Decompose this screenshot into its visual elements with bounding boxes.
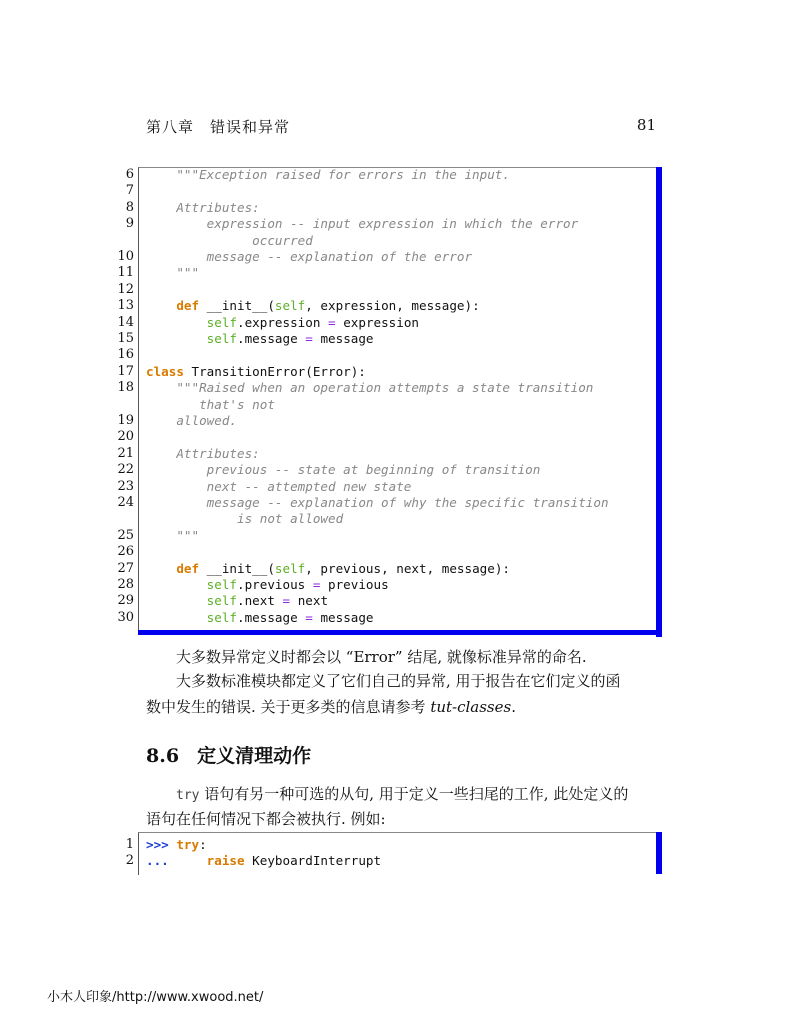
code-token xyxy=(146,249,207,264)
code-token: next -- attempted new state xyxy=(206,478,412,494)
code-block-error-classes xyxy=(118,167,664,637)
section-title: 定义清理动作 xyxy=(197,745,312,767)
paragraph-try-clause-cont xyxy=(146,806,386,832)
code-token: """Exception raised for errors in the input. xyxy=(176,167,510,182)
code-token: .message xyxy=(237,331,306,346)
code-token: .message xyxy=(237,609,306,625)
code-token: class xyxy=(146,363,184,379)
code-text xyxy=(146,446,260,462)
code-token xyxy=(146,265,176,280)
footer-watermark: 小木人印象/http://www.xwood.net/ xyxy=(47,990,264,1005)
code-token: message xyxy=(312,331,374,346)
code-token xyxy=(146,233,252,248)
paragraph-line: 数中发生的错误. 关于更多类的信息请参考 xyxy=(146,698,431,716)
code-token: """Raised when an operation attempts a state transition xyxy=(176,380,594,396)
code-token: message -- explanation of why the specific transition xyxy=(206,495,609,510)
code-frame-bottom-bar xyxy=(138,630,662,635)
line-number: 11 xyxy=(117,265,134,281)
code-token: raise xyxy=(206,853,245,869)
code-token xyxy=(146,610,207,625)
line-number: 17 xyxy=(117,363,134,379)
line-number: 30 xyxy=(117,609,134,625)
code-token xyxy=(146,298,176,313)
line-number: 8 xyxy=(125,199,134,215)
code-token xyxy=(146,200,176,215)
code-text xyxy=(146,249,472,265)
line-number: 18 xyxy=(117,380,134,396)
code-token: : xyxy=(199,837,207,852)
code-token xyxy=(146,413,176,428)
code-token: __init__( xyxy=(199,560,275,576)
code-token: """ xyxy=(176,527,200,543)
code-token xyxy=(146,446,176,461)
line-number: 19 xyxy=(117,413,134,428)
page-header xyxy=(146,116,656,138)
chapter-title: 第八章 错误和异常 xyxy=(146,118,291,136)
code-token: TransitionError(Error): xyxy=(183,363,366,379)
code-token: occurred xyxy=(252,232,313,248)
code-text xyxy=(146,331,374,347)
line-number: 20 xyxy=(117,429,134,445)
code-token: = xyxy=(305,609,313,625)
code-text xyxy=(146,561,510,577)
code-token: def xyxy=(176,560,200,576)
code-frame-right-bar xyxy=(656,832,662,874)
page-number: 81 xyxy=(636,116,656,134)
line-number: 28 xyxy=(117,577,134,592)
code-text xyxy=(146,528,199,544)
try-keyword: try xyxy=(176,788,200,803)
code-text xyxy=(146,364,366,380)
paragraph-line: 语句在任何情况下都会被执行. 例如: xyxy=(146,810,386,828)
code-token: try xyxy=(176,837,200,852)
code-text xyxy=(146,315,419,331)
line-number: 9 xyxy=(125,216,134,232)
code-token: .expression xyxy=(237,314,329,330)
code-text xyxy=(146,216,578,232)
code-token: Attributes: xyxy=(176,445,260,461)
code-token: Attributes: xyxy=(176,199,260,215)
code-token: self xyxy=(206,609,238,625)
code-token: self xyxy=(206,593,238,609)
line-number: 14 xyxy=(117,314,134,330)
line-number: 29 xyxy=(117,593,134,609)
code-text xyxy=(146,593,328,609)
line-number: 27 xyxy=(117,560,134,576)
code-token: expression -- input expression in which the error xyxy=(206,216,579,232)
code-text xyxy=(146,462,540,478)
code-token: previous xyxy=(320,577,389,592)
line-number: 13 xyxy=(117,298,134,314)
code-token: self xyxy=(206,331,238,346)
code-token xyxy=(146,397,199,412)
line-number: 21 xyxy=(117,445,134,461)
code-token: = xyxy=(305,331,313,346)
line-number: 2 xyxy=(125,853,134,869)
code-text xyxy=(146,413,237,429)
section-heading xyxy=(146,741,311,768)
code-block-try-example xyxy=(118,832,664,874)
section-number: 8.6 xyxy=(146,745,180,767)
code-token: KeyboardInterrupt xyxy=(244,853,382,869)
line-number: 1 xyxy=(125,837,134,852)
line-number: 6 xyxy=(125,167,134,182)
code-token xyxy=(146,528,176,543)
code-text xyxy=(146,265,199,281)
line-number: 7 xyxy=(125,183,134,199)
code-token: message xyxy=(312,609,374,625)
line-number: 10 xyxy=(117,249,134,264)
code-token: allowed. xyxy=(176,413,238,428)
paragraph-line: 语句有另一种可选的从句, 用于定义一些扫尾的工作, 此处定义的 xyxy=(199,785,629,803)
code-text xyxy=(146,853,381,869)
code-token: ... xyxy=(146,853,207,869)
code-token: that's not xyxy=(199,396,275,412)
code-token: = xyxy=(282,593,291,609)
code-text xyxy=(146,495,609,511)
paragraph-try-clause xyxy=(176,781,628,809)
line-number: 22 xyxy=(117,462,134,478)
line-number: 23 xyxy=(117,478,134,494)
line-number: 12 xyxy=(117,281,134,297)
code-token xyxy=(146,495,207,510)
paragraph-standard-modules-cont xyxy=(146,694,516,720)
code-token: >>> xyxy=(146,837,177,852)
code-token: next xyxy=(290,593,329,609)
line-number: 16 xyxy=(117,347,134,363)
code-text xyxy=(146,479,411,495)
code-text xyxy=(146,298,480,314)
code-token: = xyxy=(312,577,321,592)
code-token: __init__( xyxy=(199,298,275,314)
code-text xyxy=(146,167,510,183)
code-token xyxy=(146,511,237,526)
code-token: previous -- state at beginning of transition xyxy=(206,462,541,478)
code-token: is not allowed xyxy=(237,511,344,527)
code-token: """ xyxy=(176,265,200,281)
code-text xyxy=(146,577,389,593)
code-token xyxy=(146,462,207,477)
code-token: = xyxy=(328,314,336,330)
code-token xyxy=(146,593,207,608)
code-text xyxy=(146,233,313,249)
line-number: 25 xyxy=(117,527,134,543)
code-token: , previous, next, message): xyxy=(305,560,510,576)
code-token: expression xyxy=(335,314,420,330)
code-token xyxy=(146,561,176,576)
code-token: , expression, message): xyxy=(305,298,480,314)
code-text xyxy=(146,380,593,396)
code-token: self xyxy=(274,298,306,314)
line-number: 24 xyxy=(117,495,134,510)
code-token xyxy=(146,167,176,182)
code-token xyxy=(146,380,176,395)
code-text xyxy=(146,610,374,626)
line-number: 15 xyxy=(117,331,134,346)
paragraph-end: . xyxy=(511,698,516,716)
code-token xyxy=(146,331,207,346)
paragraph-standard-modules xyxy=(176,668,621,694)
code-text xyxy=(146,200,260,216)
code-text xyxy=(146,837,207,853)
code-token: .next xyxy=(237,593,283,609)
code-token xyxy=(146,315,207,330)
code-token: self xyxy=(206,577,238,592)
line-number: 26 xyxy=(117,544,134,560)
code-token: message -- explanation of the error xyxy=(206,249,473,264)
code-text xyxy=(146,511,343,527)
code-token xyxy=(146,216,207,231)
code-text xyxy=(146,397,275,413)
code-token: self xyxy=(206,314,238,330)
code-token xyxy=(146,577,207,592)
paragraph-error-naming xyxy=(176,644,587,670)
code-token xyxy=(146,479,207,494)
code-token: self xyxy=(274,560,306,576)
paragraph-line: 大多数异常定义时都会以 “Error” 结尾, 就像标准异常的命名. xyxy=(176,648,587,666)
tut-classes-reference: tut-classes xyxy=(430,698,512,716)
paragraph-line: 大多数标准模块都定义了它们自己的异常, 用于报告在它们定义的函 xyxy=(176,672,621,690)
code-token: def xyxy=(176,298,200,314)
code-token: .previous xyxy=(237,577,313,592)
code-frame-right-bar xyxy=(656,167,662,637)
